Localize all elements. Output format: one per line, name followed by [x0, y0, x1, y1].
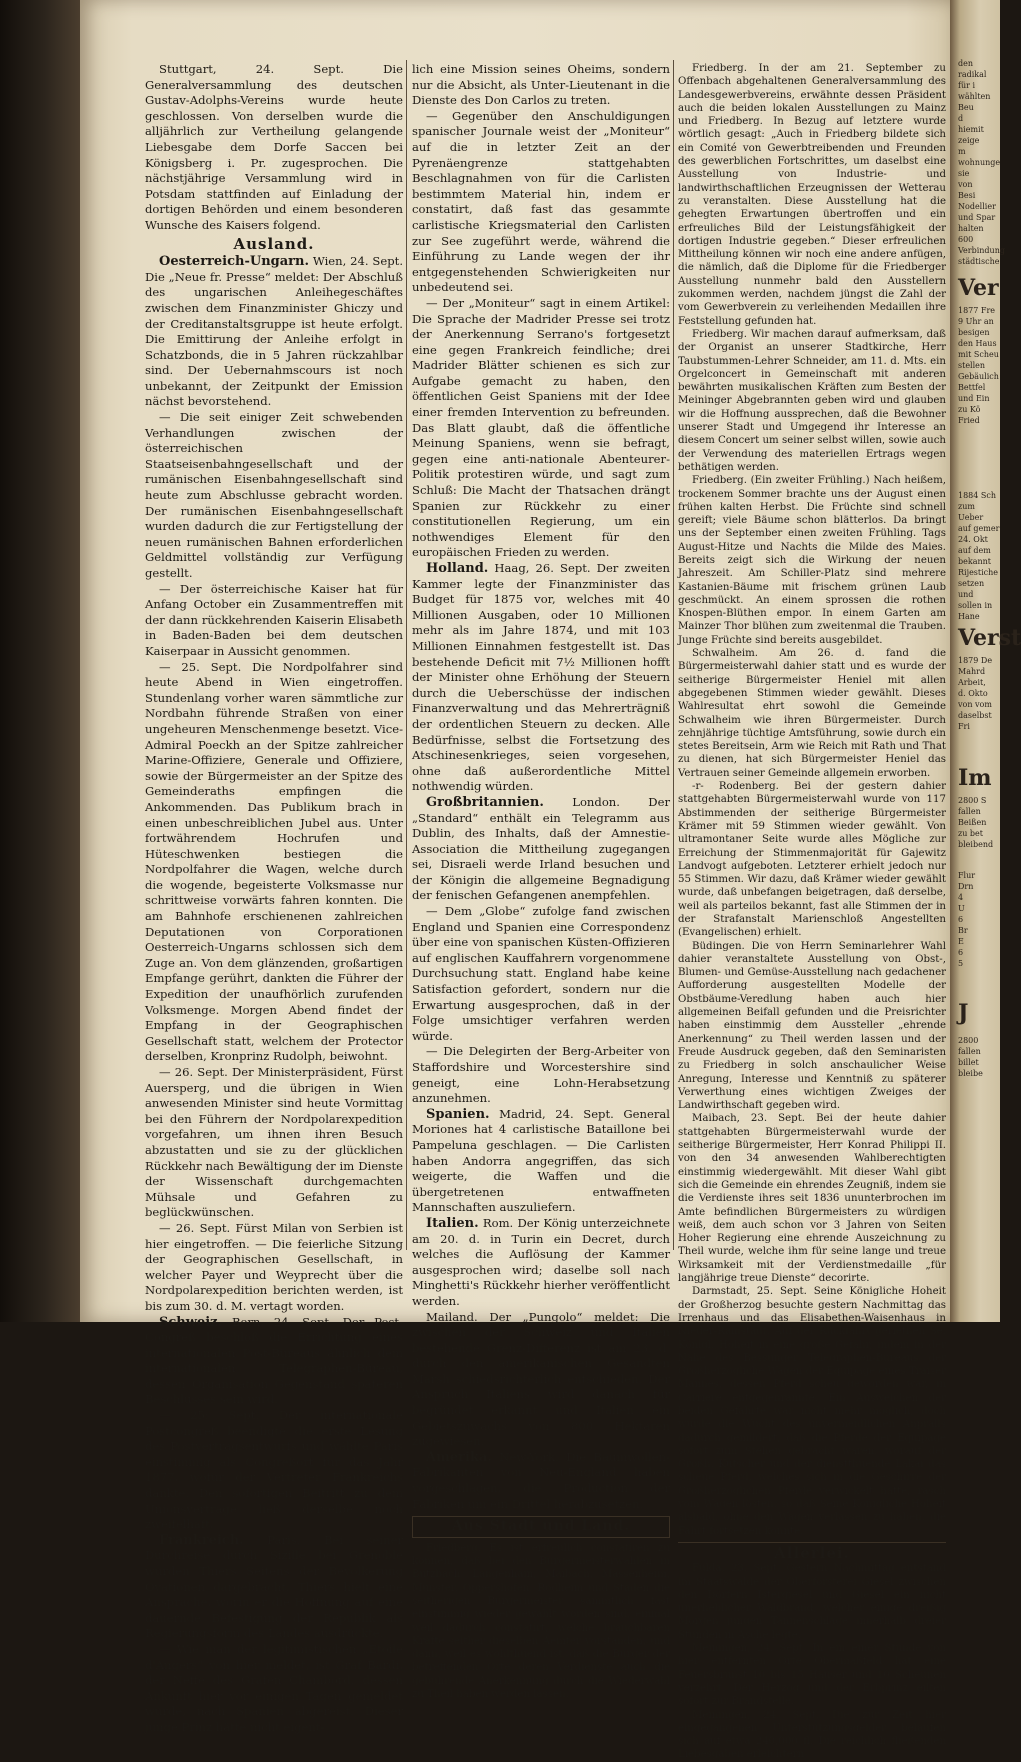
article-paragraph: Friedberg. (Ein zweiter Frühling.) Nach heißem, trockenem Sommer brachte uns der August einen frühen kalten Herbst. Die Früchte sind schnell gereift; viele Bäume schon blätterlos. Da bringt uns der September einen zweiten Frühling. Tags August-Hitze und Nachts die Milde des Maies. Bereits zeigt sich die Wirkung der neuen Jahreszeit. Am Schiller-Platz sind mehrere Kastanien-Bäume mit frischem grünen Laub geschmückt. An einem sprossen die rothen Knospen-Blüthen empor. In einem Garten am Mainzer Thor blühen zum zweitenmal die Trauben. Junge Früchte sind bereits ausgebildet. [678, 475, 946, 646]
article-wien: Wien, 24. Sept. Die „Neue fr. Presse“ meldet: Der Abschluß des ungarischen Anleihegeschäftes zwischen dem Finanzminister Ghiczy und der Creditanstaltsgruppe ist heute erfolgt. Die Emittirung der Anleihe erfolgt in Schatzbonds, die in 5 Jahren rückzahlbar sind. Der Uebernahmscours ist noch unbekannt, der Zeitpunkt der Emission nächst bevorstehend. [145, 254, 404, 409]
country-heading-france: Frankreich. [159, 1532, 244, 1548]
adjacent-page-text: den radikal für i wählten Beu d hiemit zeige m wohnunge sie von Besi Nodellier und Spar halten 600 Verbindung städtische [958, 59, 1005, 266]
country-heading-switzerland: Schweiz. [159, 1314, 223, 1330]
article-paragraph: — Der österreichische Kaiser hat für Anfang October ein Zusammentreffen mit der dann rückkehrenden Kaiserin Elisabeth in Baden-Baden bei dem deutschen Kaiserpaar in Aussicht genommen. [145, 581, 403, 658]
section-heading-stadt-und-land: Aus Stadt und Land. [412, 1516, 670, 1538]
column-rule [673, 60, 674, 1250]
column-rule [406, 60, 407, 1250]
article-paragraph: Schwalheim. Am 26. d. fand die Bürgermeisterwahl dahier statt und es wurde der seitherige Bürgermeister Heniel mit allen abgegebenen Stimmen wieder gewählt. Dieses Wahlresultat ehrt sowohl die Gemeinde Schwalheim wie ihren Bürgermeister. Durch zehnjährige tüchtige Amtsführung, sowie durch ein stetes Bereitsein, Arm wie Reich mit Rath und That zu dienen, hat sich Bürgermeister Heniel das Vertrauen seiner Gemeinde allgemein erworben. [678, 648, 946, 779]
adjacent-page-text: 2800 fallen billet bleibe [958, 1036, 983, 1078]
article-paragraph: — Gegenüber den Anschuldigungen spanischer Journale weist der „Moniteur“ auf die in letzter Zeit an der Pyrenäengrenze stattgehabten Beschlagnahmen von für die Carlisten bestimmtem Material hin, indem er constatirt, daß fast das gesammte carlistische Kriegsmaterial den Carlisten zur See zugeführt werde, während die Einführung zu Lande wegen der ihr entgegenstehenden Schwierigkeiten nur unbedeutend sei. [412, 108, 670, 295]
book-gutter [0, 0, 80, 1322]
section-rule [678, 1542, 946, 1543]
adjacent-page-text: 1877 Fre 9 Uhr an besigen den Haus mit Scheu stellen Gebäulich Bettfel und Ein zu Kö Fried [958, 306, 999, 425]
adjacent-page-text: 1879 De Mahrd Arbeit, d. Okto von vom daselbst Fri [958, 656, 993, 731]
article-paragraph: Büdingen. Die von Herrn Seminarlehrer Wahl dahier veranstaltete Ausstellung von Obst-, Blumen- und Gemüse-Ausstellung nach gedachener Aufforderung ausgestellten Modelle der Obstbäume-Veredlung haben auch hier allgemeinen Beifall gefunden und die Preisrichter haben einstimmig dem Aussteller „ehrende Anerkennung“ zu Theil werden lassen und der Freude Ausdruck gegeben, daß den Seminaristen zu Friedberg in solch anschaulicher Weise Anregung, Interesse und Kenntniß zu späterer Verwerthung eines wichtigen Zweiges der Landwirthschaft gegeben wird. [678, 940, 946, 1112]
article-bern: Bern, 24. Sept. Der Post-Congreß beschloß die Errichtung eines internationalen Post-Büreaus ähnlich dem internationalen Telegraphen-Büreau, dessen Organisation Gegenstand späteren Beschlusses sein wird. [145, 1314, 403, 1407]
column-3 [678, 62, 946, 1761]
article-paragraph: — Die seit einiger Zeit schwebenden Verhandlungen zwischen der österreichischen Staatseisenbahngesellschaft und der rumänischen Eisenbahngesellschaft sind heute zum Abschlusse gebracht worden. Der rumänischen Eisenbahngesellschaft wurden dadurch die zur Fertigstellung der neuen rumänischen Bahnen erforderlichen Geldmittel vollständig zur Verfügung gestellt. [145, 410, 403, 580]
article-paragraph: — Der „Moniteur“ sagt in einem Artikel: Die Sprache der Madrider Presse sei trotz der Anerkennung Serrano's fortgesetzt eine gegen Frankreich feindliche; drei Madrider Blätter schienen es sich zur Aufgabe gemacht zu haben, den öffentlichen Geist Spaniens mit der Idee einer fremden Intervention zu befreunden. Das Blatt glaubt, daß die öffentliche Meinung Spaniens, wenn sie befragt, gegen eine anti-nationale Abenteurer-Politik protestiren würde, und sagt zum Schluß: Die Macht der Thatsachen drängt Spanien zur Rückkehr zu einer constitutionellen Regierung, um ein nothwendiges Element für den europäischen Frieden zu werden. [412, 295, 670, 560]
adjacent-page-heading: J [958, 1000, 969, 1026]
adjacent-page-text: Flur Drn 4 U 6 Br E 6 5 [958, 871, 976, 968]
column-1 [145, 62, 404, 1734]
article-rom: Rom. Der König unterzeichnete am 20. d. in Turin ein Decret, durch welches die Auflösung der Kammer ausgesprochen wird; daselbe soll nach Minghetti's Rückkehr hierher veröffentlicht werden. [412, 1215, 670, 1308]
article-paragraph: Fulda, 23. Sept. Gestern Nachmittag entstand im Staatswalde der Oberförsterei Giesel zwischen den Dörfern Istergiesel und Giesel ein nicht unerheblicher Waldbrand, welcher einige dreißig Morgen jungen Tannenschläge innerhalb dreier Stunden in Asche legte. [678, 1563, 946, 1641]
country-heading-holland: Holland. [426, 561, 489, 576]
adjacent-page-text: 2800 S fallen Beißen zu bet bleibend [958, 796, 994, 849]
article-paragraph: — 26. Sept. Fürst Milan von Serbien ist hier eingetroffen. — Die feierliche Sitzung der Geographischen Gesellschaft, in welcher Payer und Weyprecht über die Nordpolarexpedition berichten werden, ist bis zum 30. d. M. vertagt worden. [145, 1220, 403, 1313]
country-heading-italy: Italien. [426, 1215, 479, 1231]
section-heading-allerlei: Allerlei. [774, 1543, 850, 1562]
section-heading-ausland: Ausland. [233, 234, 315, 253]
article-paragraph: -r- Rodenberg. Bei der gestern dahier stattgehabten Bürgermeisterwahl wurde von 117 Abstimmenden der seitherige Bürgermeister Krämer mit 59 Stimmen wieder gewählt. Von ultramontaner Seite wurde alles Mögliche zur Erreichung der Stimmenmajorität für Gajewitz Landvogt aufgeboten. Letzterer erhielt jedoch nur 55 Stimmen. Wir dazu, daß Krämer wieder gewählt wurde, daß unbefangen beigetragen, daß derselbe, weil als parteilos bekannt, fast alle Stimmen der in der Strafanstalt Marienschloß Angestellten (Evangelischen) erhielt. [678, 781, 946, 939]
adjacent-page-heading: Ver [958, 275, 999, 301]
article-paragraph: — 26. Sept. Der Ministerpräsident, Fürst Auersperg, und die übrigen in Wien anwesenden Minister sind heute Vormittag bei den Führern der Nordpolarexpedition vorgefahren, um ihnen ihren Besuch abzustatten und sie zu der glücklichen Rückkehr nach Bewältigung der im Dienste der Wissenschaft durchgemachten Mühsale und Gefahren zu beglückwünschen. [145, 1065, 403, 1220]
country-heading-austria: Oesterreich-Ungarn. [159, 254, 309, 270]
country-heading-spain: Spanien. [426, 1106, 490, 1122]
article-paragraph: lich eine Mission seines Oheims, sondern nur die Absicht, als Unter-Lieutenant in die Dienste des Don Carlos zu treten. [412, 62, 670, 108]
article-paris: Paris. Bei seiner Durchreise durch Sizille bei Grenoble wurden Thiers Seitens der Bevölkerung Ovationen dargebracht. Thiers hielt eine Ansprache, worin er die Hoffnung auf eine dauernde Befestigung der Republik als Regierungsform des Landes ausdrückte. [145, 1532, 403, 1641]
adjacent-page-text: 1884 Sch zum Ueber auf gemer 24. Okt auf dem bekannt Rijestiche setzen und sollen in Hane [958, 491, 1000, 621]
article-paragraph: — Dem „Globe“ zufolge fand zwischen England und Spanien eine Correspondenz über eine von spanischen Küsten-Offizieren auf englischen Kauffahrern vorgenommene Durchsuchung statt. England habe keine Satisfaction gefordert, sondern nur die Erwartung ausgesprochen, daß in der Folge umsichtiger verfahren werden würde. [412, 904, 670, 1043]
article-paragraph: Friedberg. Wir machen darauf aufmerksam, daß der Organist an unserer Stadtkirche, Herr Taubstummen-Lehrer Schneider, am 11. d. Mts. ein Orgelconcert in Gemeinschaft mit anderen bewährten musikalischen Kräften zum Besten der Meininger Abgebrannten geben wird und glauben wir die Hoffnung aussprechen, daß die Bewohner unserer Stadt und Umgegend ihr Interesse an diesem Concert um seiner selbst willen, sowie auch der Verwendung des materiellen Ertrags wegen bethätigen werden. [678, 328, 946, 473]
article-paragraph: Mailand. Der „Pungolo“ meldet: Die zwischen der Schweiz und Italien bestehende Grenz-Differenz ist am 23. d. durch den amerikanischen Gesandten Marsh schiedsrichterlich entschieden. Der Anspruch Italiens wird danach für begründet erkannt und Italien ein Gebietszuwachs von 800 Hektaren zugewiesen. [412, 1309, 670, 1449]
country-heading-britain: Großbritannien. [426, 794, 544, 810]
article-friedberg: Friedberg. Es ist erfreulich constatiren zu können, daß bei den Bürgermeisterwahlen in Butzbach, Langenhain, Maibach, Massenheim, Münster, Oppershofen, Rodheim und Staden die seitherigen Bürgermeister sämmtlich fast einstimmig wieder gewählt worden sind, einmal weil dadurch constatirt, welche brauchbaren Kräfte seither dieselben Aemter vorstanden, und dann, weil es wohlthuend ist, daß die Bürger der betreffenden Orte deren Verdienste auch die gebührende Anerkennung durch die Wiederwahl zu Theil haben werden lassen. [412, 1542, 670, 1701]
column-2 [412, 62, 671, 1701]
article-madrid: Madrid, 24. Sept. General Moriones hat 4 carlistische Bataillone bei Pampeluna geschlagen. — Die Carlisten haben Andorra angegriffen, das sich weigerte, die Waffen und die übergetretenen entwaffneten Mannschaften auszuliefern. [412, 1106, 670, 1215]
article-paragraph: Meiningen, 24. Sept. Die zur Zeit hier eingegangenen Unterstützungsgelder belaufen sich auf etwa 240,000 fl. Die reichlich fließenden Liebesgaben erleichtern [678, 1709, 946, 1761]
article-stuttgart: Stuttgart, 24. Sept. Die Generalversammlung des deutschen Gustav-Adolphs-Vereins wurde heute geschlossen. Von derselben wurde die alljährlich zur Vertheilung gelangende Liebesgabe dem Dorfe Saccen bei Königsberg i. Pr. zugesprochen. Die nächstjährige Versammlung wird in Potsdam stattfinden auf Einladung der dortigen Behörden und einem besonderen Wunsche des Kaisers folgend. [145, 62, 403, 232]
article-paragraph: — Die Delegirten der Berg-Arbeiter von Staffordshire und Worcestershire sind geneigt, eine Lohn-Herabsetzung anzunehmen. [412, 1044, 670, 1106]
adjacent-page-heading: Verst [958, 625, 1021, 651]
article-paragraph: — Wie man der legitimistischen „Etoile d'Angers“ von hier meldet, ist Graf Bardi, der Neffe des Grafen Chambord, dessen Ankunft hier vor einigen Tagen gemeldet wurde, nach Spanien abgereist. Dieser junge Prinz hätte nicht eigent- [145, 1641, 403, 1734]
adjacent-page-strip [950, 0, 1021, 1322]
article-haag: Haag, 26. Sept. Der zweiten Kammer legte der Finanzminister das Budget für 1875 vor, welches mit 40 Millionen Ausgaben, oder 10 Millionen mehr als im Jahre 1874, und mit 103 Millionen Einnahmen festgestellt ist. Das bestehende Deficit mit 7½ Millionen hofft der Minister ohne Erhöhung der Steuern durch die Ueberschüsse der indischen Finanzverwaltung und das Mehrerträgniß der ordentlichen Steuern zu decken. Alle Bedürfnisse, selbst die Fortsetzung des Atschinesenkrieges, seien vorgesehen, ohne daß außerordentliche Mittel nothwendig würden. [412, 561, 671, 794]
article-paragraph: Darmstadt, 25. Sept. Seine Königliche Hoheit der Großherzog besuchte gestern Nachmittag das Irrenhaus und das Elisabethen-Waisenhaus in Nieder-Ramstadt. Auf der Rückfahrt geriethen Se. Königl. Hoheit in eine große Gefahr, indem in der Nähe des Bessunger Telegraphen-Bureaus der Großherzogliche Wagen der Equipage eines Traiser Mannes, dessen Pferd scheu geworden war, in Carriere entgegenrannte. Ein Ausweichen der beiden Gefährte war nicht mehr möglich, doch wurde die Wucht des unvermeidlichen Anpralls dadurch gemildert, daß die Pferde der Equipage sofort zum Stehen gebracht waren, worauf der Großh. Kutscher und der dienstthuende Lakai das scheue Pferd, welches sich in die Geschirre der Großherzoglichen Pferde verwickelt hatte, rasch vom Wagen lösten, so daß Seine Königliche Hoheit alsbald, ohne den Wagen verlassen zu haben, die Fahrt fortsetzen konnte. [678, 1286, 946, 1537]
article-london: London. Der „Standard“ enthält ein Telegramm aus Dublin, des Inhalts, daß der Amnestie-Association die Mittheilung zugegangen sei, Disraeli werde Irland besuchen und der Königin die allgemeine Begnadigung der fenischen Gefangenen anempfehlen. [412, 794, 670, 903]
article-paragraph: — 25. Sept. Die Nordpolfahrer sind heute Abend in Wien eingetroffen. Stundenlang vorher waren sämmtliche zur Nordbahn führende Straßen von einer ungeheuren Menschenmenge besetzt. Vice-Admiral Poeckh an der Spitze zahlreicher Marine-Offiziere, Generale und Offiziere, sowie der Bürgermeister an der Spitze des Gemeinderaths empfingen die Ankommenden. Das Publikum brach in einen unbeschreiblichen Jubel aus. Unter fortwährendem Hochrufen und Hüteschwenken bestiegen die Nordpolfahrer die Wagen, welche durch die wogende, begeisterte Volksmasse nur schrittweise vorwärts fahren konnten. Die am Bahnhofe erschienenen zahlreichen Deputationen von Corporationen Oesterreich-Ungarns schlossen sich dem Zuge an. Von dem glänzenden, großartigen Empfange gerührt, dankten die Führer der Expedition der unaufhörlich zurufenden Volksmenge. Morgen Abend findet der Empfang in der Geographischen Gesellschaft statt, welchem der Protector derselben, Kronprinz Rudolph, beiwohnt. [145, 659, 403, 1064]
article-paragraph: — 25: Sept. Der internationale Postcongreß beendigte die erste Lesung des Postvertragsentwurfs und wählte Paris einstimmig als Congreßort für das Jahr 1877, wofür der Vertreter Frankreichs dankte. Den sofortigen Beitritt zu dem Unionsvertrage ließ derselbe noch zweifelhaft. [145, 1408, 403, 1532]
article-paragraph: Friedberg. In der am 21. September zu Offenbach abgehaltenen Generalversammlung des Landesgewerbvereins, erwähnte dessen Präsident auch die beiden lokalen Ausstellungen zu Mainz und Friedberg. In Bezug auf letztere wurde wörtlich gesagt: „Auch in Friedberg bildete sich ein Comité von Gewerbtreibenden und Freunden des gewerblichen Fortschrittes, um daselbst eine Ausstellung von Industrie- und landwirthschaftlichen Erzeugnissen der Wetterau zu veranstalten. Diese Ausstellung hat die gehegten Erwartungen übertroffen und ein erfreuliches Bild der Leistungsfähigkeit der dortigen Industrie gegeben.“ Dieser erfreulichen Mittheilung können wir noch eine andere anfügen, die nämlich, daß die Diplome für die Friedberger Ausstellung nunmehr bald den Ausstellern zukommen werden, nachdem jüngst die Zahl der vom Gewerbverein zu verleihenden Medaillen ihre Feststellung gefunden hat. [678, 63, 946, 327]
article-paragraph: Maibach, 23. Sept. Bei der heute dahier stattgehabten Bürgermeisterwahl wurde der seitherige Bürgermeister, Herr Konrad Philippi II. von den 34 anwesenden Wahlberechtigten einstimmig wiedergewählt. Mit dieser Wahl gibt sich die Gemeinde ein ehrendes Zeugniß, indem sie die Verdienste ihres seit 1836 ununterbrochen im Amte befindlichen Bürgermeisters zu würdigen weiß, dem auch schon vor 3 Jahren von Seiten Hoher Regierung eine ehrende Auszeichnung zu Theil wurde, welche ihm für seine lange und treue Wirksamkeit mit der Verdienstmedaille „für langjährige treue Dienste“ decorirte. [678, 1113, 946, 1285]
country-heading-america: Amerika. [426, 1449, 492, 1465]
article-new-york: New-York. Die Baumwollen-Fabrikanten von Neu-England haben vorgeschlagen, die Production der Fabriken um ein Drittel herabzusetzen. [412, 1449, 670, 1511]
adjacent-page-heading: Im [958, 765, 992, 791]
article-paragraph: Meiningen, 24. Sept. In ein einer Stunde von hier entfernten Orte Obermaßfeld hat eine Feuersbrunst 10 bis 15 Häuser und 10 Scheunen verzehrt. Der Herzog und der Erbprinz eilten sofort zur Brandstelle. [678, 1643, 946, 1708]
